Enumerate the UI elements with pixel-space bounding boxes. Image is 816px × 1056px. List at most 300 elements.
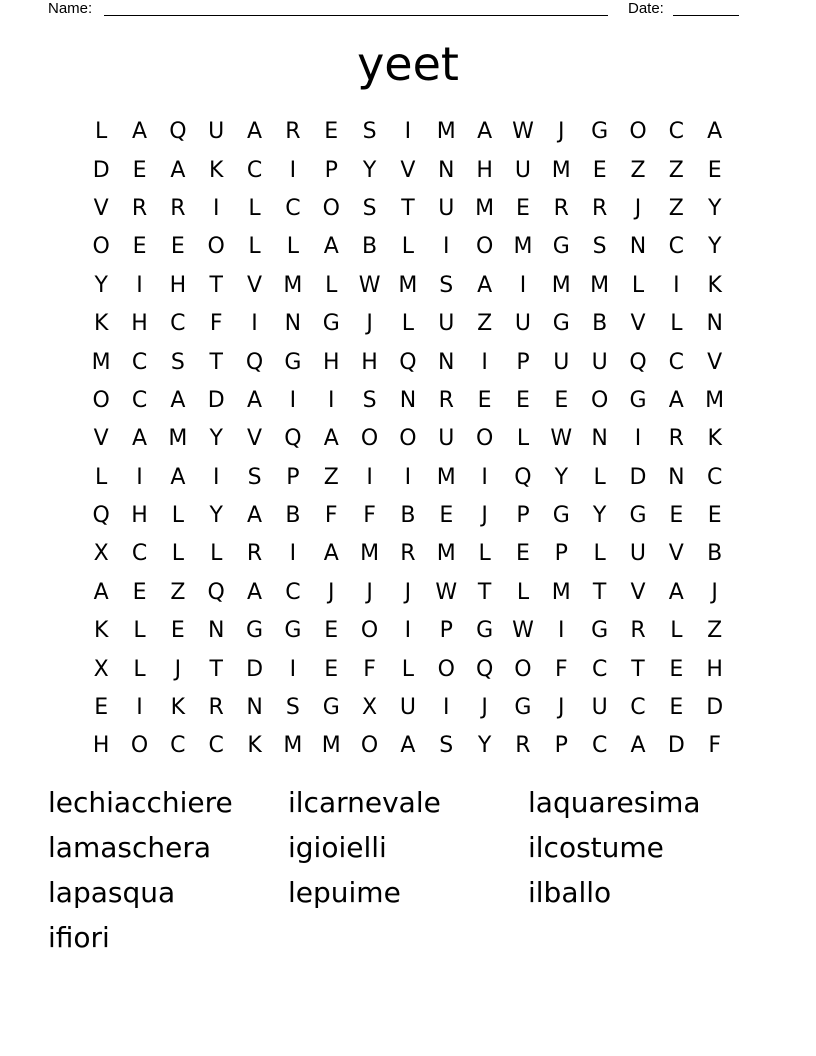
grid-letter[interactable]: T [209,272,223,298]
grid-letter[interactable]: F [554,656,568,682]
grid-letter[interactable]: T [631,656,645,682]
grid-letter[interactable]: E [132,157,147,183]
grid-letter[interactable]: R [668,426,684,452]
grid-letter[interactable]: T [477,579,492,605]
grid-letter[interactable]: I [404,464,412,490]
grid-letter[interactable]: A [668,579,684,605]
grid-letter[interactable]: K [93,618,109,644]
grid-letter[interactable]: E [669,695,684,721]
grid-letter[interactable]: J [327,579,335,605]
grid-letter[interactable]: J [366,579,373,605]
grid-letter[interactable]: G [476,618,494,644]
grid-letter[interactable]: L [593,464,606,490]
grid-letter[interactable]: J [481,503,488,529]
grid-letter[interactable]: Z [668,157,684,183]
grid-letter[interactable]: L [95,464,108,490]
grid-letter[interactable]: K [93,311,109,337]
grid-letter[interactable]: S [362,119,377,145]
grid-letter[interactable]: O [360,733,379,759]
grid-letter[interactable]: V [630,579,646,605]
grid-letter[interactable]: V [247,426,263,452]
worksheet-header [48,0,748,20]
grid-letter[interactable]: J [174,656,182,682]
grid-letter[interactable]: Y [477,733,492,759]
grid-letter[interactable]: W [550,426,573,452]
grid-letter[interactable]: C [285,195,301,221]
grid-letter[interactable]: L [516,426,530,452]
grid-letter[interactable]: B [400,503,416,529]
grid-letter[interactable]: A [707,119,723,145]
grid-letter[interactable]: N [399,387,417,413]
grid-letter[interactable]: Y [707,234,722,260]
grid-letter[interactable]: L [670,311,683,337]
grid-letter[interactable]: I [404,618,412,644]
grid-letter[interactable]: L [401,234,415,260]
grid-letter[interactable]: A [323,541,339,567]
grid-letter[interactable]: L [133,656,146,682]
grid-letter[interactable]: Y [209,426,223,452]
grid-letter[interactable]: R [170,195,186,221]
grid-letter[interactable]: C [170,733,186,759]
grid-letter[interactable]: K [170,695,186,721]
grid-letter[interactable]: C [706,464,723,490]
grid-letter[interactable]: T [592,579,607,605]
grid-letter[interactable]: C [131,541,148,567]
grid-letter[interactable]: Z [477,311,493,337]
date-write-line[interactable] [673,15,739,16]
grid-letter[interactable]: I [327,387,335,413]
grid-letter[interactable]: S [439,733,454,759]
grid-letter[interactable]: I [136,464,143,490]
grid-letter[interactable]: O [590,387,609,413]
grid-letter[interactable]: U [208,119,225,145]
grid-letter[interactable]: H [131,503,148,529]
grid-letter[interactable]: V [93,195,109,221]
grid-letter[interactable]: L [670,618,683,644]
grid-letter[interactable]: P [286,464,300,490]
grid-letter[interactable]: E [516,195,530,221]
grid-row [82,228,734,266]
grid-letter[interactable]: Q [207,579,225,605]
grid-letter[interactable]: M [705,387,725,413]
grid-letter[interactable]: A [247,579,263,605]
grid-letter[interactable]: E [516,387,530,413]
grid-letter[interactable]: M [551,272,571,298]
grid-letter[interactable]: C [285,579,301,605]
grid-letter[interactable]: Q [284,426,302,452]
grid-letter[interactable]: P [554,733,568,759]
grid-letter[interactable]: C [630,695,646,721]
letter-grid [82,113,734,766]
grid-letter[interactable]: N [438,157,455,183]
grid-letter[interactable]: Q [475,656,494,682]
grid-letter[interactable]: A [131,119,148,145]
grid-letter[interactable]: C [131,349,148,375]
grid-letter[interactable]: Y [554,464,569,490]
grid-letter[interactable]: L [401,656,415,682]
grid-letter[interactable]: O [360,426,379,452]
name-write-line[interactable] [104,15,608,16]
grid-letter[interactable]: U [553,349,570,375]
grid-letter[interactable]: M [436,541,456,567]
grid-letter[interactable]: Z [707,618,723,644]
grid-letter[interactable]: A [247,503,263,529]
grid-letter[interactable]: U [399,695,416,721]
grid-letter[interactable]: P [516,503,530,529]
grid-letter[interactable]: F [708,733,721,759]
grid-letter[interactable]: M [475,195,495,221]
date-label: Date: [628,0,664,17]
grid-letter[interactable]: V [668,541,684,567]
grid-letter[interactable]: S [592,234,607,260]
grid-letter[interactable]: E [324,119,339,145]
grid-letter[interactable]: S [362,195,377,221]
grid-letter[interactable]: A [247,387,263,413]
grid-letter[interactable]: G [322,695,340,721]
grid-letter[interactable]: L [133,618,146,644]
grid-letter[interactable]: E [554,387,569,413]
grid-letter[interactable]: E [669,503,684,529]
grid-letter[interactable]: Z [630,157,646,183]
grid-letter[interactable]: M [590,272,610,298]
grid-letter[interactable]: M [436,464,456,490]
grid-letter[interactable]: L [171,541,184,567]
grid-letter[interactable]: N [668,464,685,490]
grid-letter[interactable]: O [130,733,149,759]
grid-letter[interactable]: U [514,311,531,337]
grid-letter[interactable]: Q [169,119,187,145]
grid-letter[interactable]: M [398,272,418,298]
grid-letter[interactable]: R [630,618,646,644]
grid-letter[interactable]: K [208,157,224,183]
grid-letter[interactable]: Q [245,349,264,375]
grid-letter[interactable]: I [443,695,450,721]
grid-letter[interactable]: E [170,234,185,260]
grid-letter[interactable]: X [93,656,109,682]
grid-letter[interactable]: G [552,503,570,529]
grid-letter[interactable]: M [283,733,303,759]
grid-letter[interactable]: E [439,503,454,529]
grid-letter[interactable]: C [591,733,608,759]
grid-letter[interactable]: M [551,579,571,605]
grid-letter[interactable]: K [247,733,262,759]
grid-letter[interactable]: S [170,349,185,375]
grid-letter[interactable]: C [668,119,685,145]
grid-letter[interactable]: W [435,579,458,605]
grid-letter[interactable]: F [209,311,223,337]
grid-letter[interactable]: R [515,733,531,759]
grid-letter[interactable]: E [707,157,722,183]
grid-letter[interactable]: I [251,311,258,337]
grid-letter[interactable]: B [285,503,301,529]
grid-letter[interactable]: F [363,503,376,529]
grid-letter[interactable]: A [170,387,186,413]
grid-letter[interactable]: E [592,157,607,183]
grid-letter[interactable]: H [322,349,340,375]
grid-letter[interactable]: H [131,311,148,337]
grid-letter[interactable]: A [170,157,186,183]
grid-letter[interactable]: J [558,119,565,145]
grid-letter[interactable]: Q [92,503,110,529]
grid-letter[interactable]: N [591,426,608,452]
grid-letter[interactable]: K [707,272,722,298]
grid-letter[interactable]: U [629,541,647,567]
grid-letter[interactable]: G [629,503,647,529]
grid-row [82,612,734,650]
grid-letter[interactable]: E [707,503,722,529]
grid-letter[interactable]: P [516,349,530,375]
puzzle-title: yeet [357,37,459,91]
grid-letter[interactable]: P [439,618,453,644]
grid-letter[interactable]: I [212,464,220,490]
grid-letter[interactable]: C [208,733,224,759]
grid-letter[interactable]: Y [94,272,108,298]
grid-letter[interactable]: I [481,464,488,490]
grid-letter[interactable]: I [136,272,143,298]
grid-letter[interactable]: M [436,119,456,145]
grid-letter[interactable]: C [668,349,685,375]
grid-letter[interactable]: E [324,618,339,644]
grid-letter[interactable]: A [170,464,186,490]
grid-row [82,343,734,381]
grid-letter[interactable]: H [361,349,378,375]
grid-letter[interactable]: O [399,426,417,452]
grid-letter[interactable]: E [170,618,185,644]
grid-letter[interactable]: U [438,311,455,337]
grid-letter[interactable]: I [289,157,297,183]
grid-letter[interactable]: I [289,541,297,567]
grid-letter[interactable]: M [551,157,571,183]
grid-letter[interactable]: C [668,234,685,260]
grid-letter[interactable]: S [285,695,300,721]
grid-letter[interactable]: R [438,387,454,413]
grid-letter[interactable]: Y [209,503,223,529]
grid-letter[interactable]: H [476,157,493,183]
grid-letter[interactable]: Z [323,464,339,490]
grid-letter[interactable]: E [324,656,339,682]
grid-letter[interactable]: T [401,195,415,221]
grid-letter[interactable]: B [592,311,608,337]
grid-letter[interactable]: A [323,234,339,260]
grid-letter[interactable]: T [209,656,223,682]
grid-letter[interactable]: I [634,426,642,452]
grid-letter[interactable]: E [516,541,530,567]
grid-letter[interactable]: O [92,387,110,413]
grid-letter[interactable]: G [246,618,264,644]
grid-letter[interactable]: L [286,234,300,260]
grid-letter[interactable]: S [247,464,262,490]
grid-letter[interactable]: E [669,656,684,682]
grid-letter[interactable]: N [284,311,302,337]
grid-letter[interactable]: H [92,733,110,759]
grid-letter[interactable]: O [629,119,647,145]
grid-letter[interactable]: N [207,618,225,644]
grid-letter[interactable]: I [366,464,373,490]
name-label: Name: [48,0,93,17]
grid-letter[interactable]: U [438,195,455,221]
grid-letter[interactable]: I [443,234,450,260]
grid-letter[interactable]: L [95,119,108,145]
grid-letter[interactable]: I [289,387,297,413]
grid-letter[interactable]: N [438,349,455,375]
grid-letter[interactable]: I [558,618,565,644]
grid-letter[interactable]: V [707,349,723,375]
grid-letter[interactable]: E [477,387,492,413]
grid-letter[interactable]: M [360,541,380,567]
grid-letter[interactable]: J [711,579,718,605]
grid-letter[interactable]: J [481,695,488,721]
grid-letter[interactable]: Q [399,349,417,375]
grid-letter[interactable]: T [209,349,223,375]
grid-letter[interactable]: E [132,234,147,260]
grid-letter[interactable]: M [91,349,111,375]
grid-letter[interactable]: Y [592,503,607,529]
grid-letter[interactable]: G [284,618,302,644]
grid-letter[interactable]: A [477,272,493,298]
grid-letter[interactable]: W [358,272,381,298]
grid-letter[interactable]: E [132,579,147,605]
grid-letter[interactable]: L [478,541,491,567]
grid-letter[interactable]: J [366,311,373,337]
grid-letter[interactable]: H [706,656,723,682]
grid-letter[interactable]: M [283,272,303,298]
grid-letter[interactable]: L [171,503,184,529]
grid-letter[interactable]: J [634,195,642,221]
grid-letter[interactable]: H [169,272,187,298]
grid-letter[interactable]: L [325,272,338,298]
grid-letter[interactable]: G [552,234,570,260]
grid-letter[interactable]: R [591,195,608,221]
grid-letter[interactable]: A [93,579,109,605]
grid-letter[interactable]: O [360,618,379,644]
grid-letter[interactable]: G [322,311,340,337]
grid-letter[interactable]: U [514,157,531,183]
grid-letter[interactable]: W [512,618,534,644]
grid-letter[interactable]: G [591,119,609,145]
grid-letter[interactable]: O [322,195,340,221]
grid-letter[interactable]: R [246,541,263,567]
grid-letter[interactable]: L [593,541,606,567]
grid-letter[interactable]: G [591,618,609,644]
grid-letter[interactable]: I [519,272,527,298]
grid-letter[interactable]: C [131,387,148,413]
grid-letter[interactable]: C [170,311,186,337]
grid-letter[interactable]: A [323,426,339,452]
grid-letter[interactable]: N [629,234,647,260]
grid-letter[interactable]: O [437,656,455,682]
grid-letter[interactable]: G [629,387,647,413]
grid-letter[interactable]: U [591,695,608,721]
grid-letter[interactable]: V [247,272,263,298]
grid-letter[interactable]: R [285,119,301,145]
grid-letter[interactable]: R [553,195,569,221]
grid-letter[interactable]: C [246,157,263,183]
grid-letter[interactable]: I [212,195,220,221]
grid-letter[interactable]: W [512,119,534,145]
grid-letter[interactable]: L [516,579,530,605]
grid-letter[interactable]: F [324,503,338,529]
grid-letter[interactable]: A [477,119,493,145]
grid-letter[interactable]: L [631,272,645,298]
grid-letter[interactable]: B [362,234,378,260]
grid-letter[interactable]: A [630,733,646,759]
grid-letter[interactable]: I [289,656,297,682]
grid-letter[interactable]: Y [707,195,722,221]
grid-letter[interactable]: Q [629,349,647,375]
grid-letter[interactable]: Z [668,195,684,221]
grid-letter[interactable]: N [246,695,263,721]
grid-letter[interactable]: N [706,311,723,337]
grid-letter[interactable]: P [324,157,338,183]
grid-letter[interactable]: S [439,272,454,298]
grid-letter[interactable]: R [208,695,224,721]
grid-letter[interactable]: S [362,387,377,413]
grid-letter[interactable]: J [404,579,412,605]
grid-letter[interactable]: Z [170,579,186,605]
grid-letter[interactable]: O [92,234,110,260]
grid-letter[interactable]: I [673,272,680,298]
grid-letter[interactable]: C [591,656,608,682]
grid-letter[interactable]: A [131,426,148,452]
grid-letter[interactable]: V [93,426,109,452]
grid-letter[interactable]: L [248,195,261,221]
grid-letter[interactable]: D [207,387,225,413]
grid-letter[interactable]: R [131,195,148,221]
grid-letter[interactable]: Y [362,157,377,183]
grid-letter[interactable]: B [707,541,723,567]
grid-letter[interactable]: M [321,733,341,759]
grid-letter[interactable]: D [706,695,724,721]
grid-letter[interactable]: X [93,541,109,567]
grid-letter[interactable]: L [401,311,415,337]
grid-letter[interactable]: I [481,349,488,375]
grid-letter[interactable]: X [362,695,378,721]
grid-letter[interactable]: M [513,234,533,260]
grid-letter[interactable]: L [248,234,261,260]
grid-letter[interactable]: G [284,349,302,375]
grid-letter[interactable]: O [475,234,494,260]
grid-letter[interactable]: O [207,234,225,260]
grid-letter[interactable]: U [438,426,455,452]
grid-letter[interactable]: K [707,426,722,452]
grid-letter[interactable]: O [514,656,532,682]
grid-letter[interactable]: V [400,157,416,183]
grid-letter[interactable]: U [591,349,608,375]
grid-letter[interactable]: O [475,426,494,452]
grid-letter[interactable]: F [363,656,376,682]
grid-letter[interactable]: L [210,541,223,567]
grid-letter[interactable]: I [136,695,143,721]
grid-letter[interactable]: E [94,695,109,721]
grid-letter[interactable]: D [92,157,110,183]
grid-letter[interactable]: I [404,119,412,145]
grid-letter[interactable]: G [552,311,570,337]
grid-letter[interactable]: D [629,464,647,490]
grid-letter[interactable]: V [630,311,646,337]
grid-letter[interactable]: R [400,541,416,567]
grid-letter[interactable]: J [558,695,565,721]
grid-letter[interactable]: G [514,695,532,721]
grid-letter[interactable]: Q [514,464,532,490]
grid-letter[interactable]: D [246,656,264,682]
grid-letter[interactable]: D [667,733,685,759]
word-list-item: lepuime [288,876,401,909]
grid-letter[interactable]: A [247,119,263,145]
grid-letter[interactable]: A [668,387,684,413]
grid-letter[interactable]: M [168,426,188,452]
grid-letter[interactable]: A [400,733,416,759]
grid-letter[interactable]: P [554,541,568,567]
